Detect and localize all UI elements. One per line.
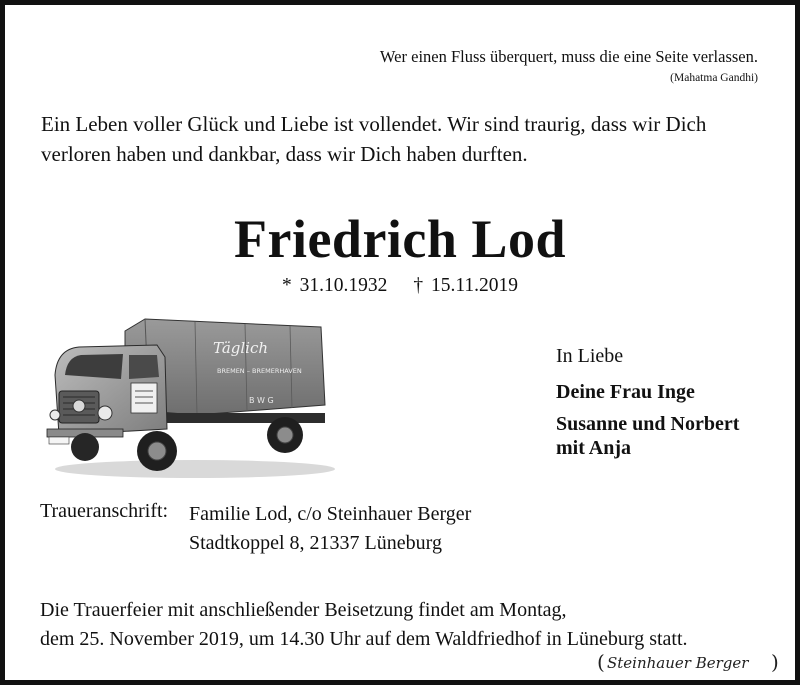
mourners-lead: In Liebe — [556, 345, 624, 367]
truck-side-text: B W G — [249, 396, 274, 405]
truck-photo — [45, 313, 335, 483]
address-label: Traueranschrift: — [40, 500, 169, 522]
signature-text: Steinhauer Berger — [607, 654, 749, 672]
address-line-2: Stadtkoppel 8, 21337 Lüneburg — [189, 532, 442, 554]
death-date: † 15.11.2019 — [413, 275, 519, 296]
mourner-children: Susanne und Norbert — [556, 413, 740, 435]
intro-line-2: verloren haben und dankbar, dass wir Dich haben durften. — [41, 142, 528, 166]
mourners-block — [556, 345, 786, 460]
mourner-wife: Deine Frau Inge — [556, 381, 695, 403]
svg-text:(: ( — [597, 650, 605, 674]
life-dates — [5, 275, 795, 297]
mourning-address — [189, 500, 471, 558]
truck-route-text: BREMEN – BREMERHAVEN — [217, 367, 302, 375]
svg-text:): ) — [771, 650, 779, 674]
truck-tarp-text: Täglich — [213, 339, 269, 357]
intro-text — [41, 109, 771, 169]
funeral-details — [40, 596, 780, 654]
mourner-grandchild: mit Anja — [556, 437, 631, 459]
epigraph-author: (Mahatma Gandhi) — [670, 72, 758, 84]
epigraph-quote: Wer einen Fluss überquert, muss die eine Seite verlassen. — [379, 47, 758, 66]
funeral-line-1: Die Trauerfeier mit anschließender Beisetzung findet am Montag, — [40, 599, 567, 621]
deceased-name: Friedrich Lod — [234, 209, 566, 269]
birth-date: * 31.10.1932 — [281, 275, 388, 296]
address-line-1: Familie Lod, c/o Steinhauer Berger — [189, 503, 472, 525]
funeral-home-signature — [593, 647, 783, 677]
intro-line-1: Ein Leben voller Glück und Liebe ist vollendet. Wir sind traurig, dass wir Dich — [41, 112, 707, 136]
funeral-line-2: dem 25. November 2019, um 14.30 Uhr auf dem Waldfriedhof in Lüneburg statt. — [40, 628, 688, 650]
